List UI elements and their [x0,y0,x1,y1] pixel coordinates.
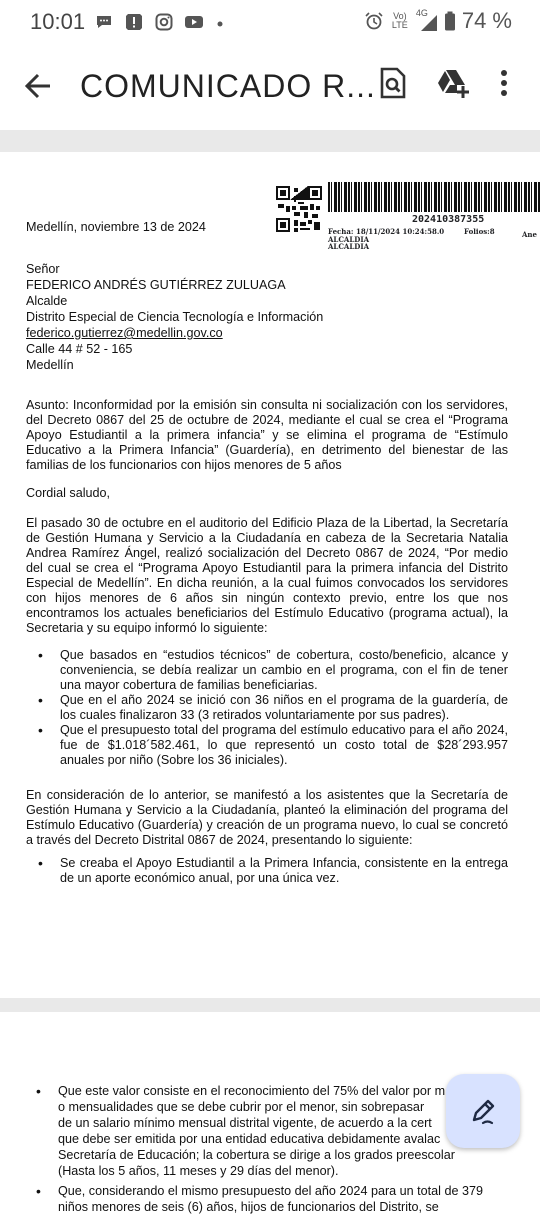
volte-indicator: Vo) LTE [391,11,408,30]
stamp-number: 202410387355 [412,214,485,225]
alarm-icon [364,11,384,31]
list-item: • Se creaba el Apoyo Estudiantil a la Primera Infancia, consistente en la entrega de un aporte económico anual, por una única vez. [38,856,508,886]
letter-body-continued: • Que este valor consiste en el reconocimiento del 75% del valor por m o mensualidades que se debe cubrir por el menor, sin sobrepasar de un salario mínimo mensual distrital vigente, de acuerdo a la cert que debe ser emitida por una entidad educativa debidamente avalac Secretaría de Educación; la cobertura se dirige a los grados preescolar (Hasta los 5 años, 11 meses y 29 días del menor). • Que, considerando el mismo presupuesto del año 2024 para un total de 379 niños menores de seis (6) años, hijos de funcionarios del Distrito, se [36,1083,483,1214]
list-item-line: de un salario mínimo mensual distrital vigente, de acuerdo a la cert [58,1116,432,1130]
system-icons [364,8,512,34]
recipient-entity: Distrito Especial de Ciencia Tecnología e Información [26,310,324,324]
more-vert-icon[interactable] [494,66,514,100]
stamp-folios: Folios:8 [464,227,495,236]
recipient-email[interactable]: federico.gutierrez@medellin.gov.co [26,326,223,340]
edit-fab-button[interactable] [446,1074,520,1148]
recipient-salutation: Señor [26,262,60,276]
list-item-line: o mensualidades que se debe cubrir por el menor, sin sobrepasar [58,1100,425,1114]
stamp-dependency-2: ALCALDIA [328,242,370,251]
battery-percentage: 74 % [461,8,512,33]
notification-icons [94,12,234,32]
list-item-line: Secretaría de Educación; la cobertura se dirige a los grados preescolar [58,1148,455,1162]
list-item: • Que basados en “estudios técnicos” de cobertura, costo/beneficio, alcance y conveniencia, se debía realizar un cambio en el programa, con el fin de tener una mayor cobertura de familias beneficiarias. [38,648,508,693]
back-arrow-icon[interactable] [22,66,54,106]
edit-pen-icon [468,1096,498,1126]
document-page-1 [0,152,540,998]
date-line: Medellín, noviembre 13 de 2024 [26,220,206,234]
stamp-dependency-1: ALCALDIA [328,235,370,244]
list-item: • Que el presupuesto total del programa del estímulo educativo para el año 2024, fue de $1.018´582.461, lo que representó un costo total de $28´293.957 anuales por niño (Sobre los 36 iniciales). [38,723,508,768]
list-item: • Que en el año 2024 se inició con 36 niños en el programa de la guardería, de los cuales finalizaron 33 (3 retirados voluntariamente por sus padres). [38,693,508,723]
stamp-date: Fecha: 18/11/2024 10:24:58.0 [328,227,445,236]
greeting: Cordial saludo, [26,486,111,500]
findings-list [38,648,508,768]
dot-icon [214,12,234,32]
list-item-line: que debe ser emitida por una entidad educativa debidamente avalac [58,1132,441,1146]
instagram-icon [154,12,174,32]
search-document-icon[interactable] [376,66,410,100]
list-item-line: (Hasta los 5 años, 11 meses y 29 días del menor). [58,1164,339,1178]
document-title: COMUNICADO R... [80,68,376,104]
signal-strength-icon: 4G [416,10,438,32]
alert-icon [124,12,144,32]
document-viewer[interactable] [0,130,540,1214]
recipient-address: Calle 44 # 52 - 165 [26,342,133,356]
list-item-line: Que este valor consiste en el reconocimiento del 75% del valor por m [58,1084,446,1098]
stamp-edge-text: Ane [522,230,537,239]
add-to-drive-icon[interactable] [436,66,470,100]
youtube-icon [184,12,204,32]
list-item-line: niños menores de seis (6) años, hijos de funcionarios del Distrito, se [58,1200,439,1214]
program-list [38,856,508,886]
status-bar [0,0,540,44]
recipient-role: Alcalde [26,294,68,308]
recipient-name: FEDERICO ANDRÉS GUTIÉRREZ ZULUAGA [26,278,286,292]
letter-body [0,152,540,998]
consideration-paragraph: En consideración de lo anterior, se manifestó a los asistentes que la Secretaría de Gestión Humana y Servicio a la Ciudadanía, planteó la eliminación del programa del Estímulo Educativo (Guardería) y creación de un programa nuevo, lo cual se concretó a través del Decreto Distrital 0867 de 2024, presentando lo siguiente: [26,788,508,847]
chat-bubble-icon [94,12,114,32]
subject-paragraph: Asunto: Inconformidad por la emisión sin consulta ni socialización con los servidores, del Decreto 0867 del 25 de octubre de 2024, mediante el cual se crea el “Programa Apoyo Estudiantil a la primera infancia” y se elimina el programa de “Estímulo Educativo a la Primera Infancia” (Guardería), en detrimento del bienestar de las familias de los funcionarios con hijos menores de 5 años [26,398,508,472]
recipient-city: Medellín [26,358,74,372]
intro-paragraph: El pasado 30 de octubre en el auditorio del Edificio Plaza de la Libertad, la Secretaría de Gestión Humana y Servicio a la Ciudadanía en cabeza de la Secretaria Natalia Andrea Ramírez Ángel, realizó socialización del Decreto 0867 de 2024, “Por medio del cual se crea el “Programa Apoyo Estudiantil para la primera infancia del Distrito Especial de Medellín”. En dicha reunión, a la cual fuimos convocados los servidores con hijos menores de 6 años sin ningún contexto previo, entre los que nos encontramos los actuales beneficiarios del Estímulo Educativo (programa actual), la Secretaria y su equipo informó lo siguiente: [26,516,508,635]
list-item-line: Que, considerando el mismo presupuesto del año 2024 para un total de 379 [58,1184,483,1198]
status-time: 10:01 [30,9,86,34]
battery-icon [444,11,456,31]
app-bar [0,44,540,130]
